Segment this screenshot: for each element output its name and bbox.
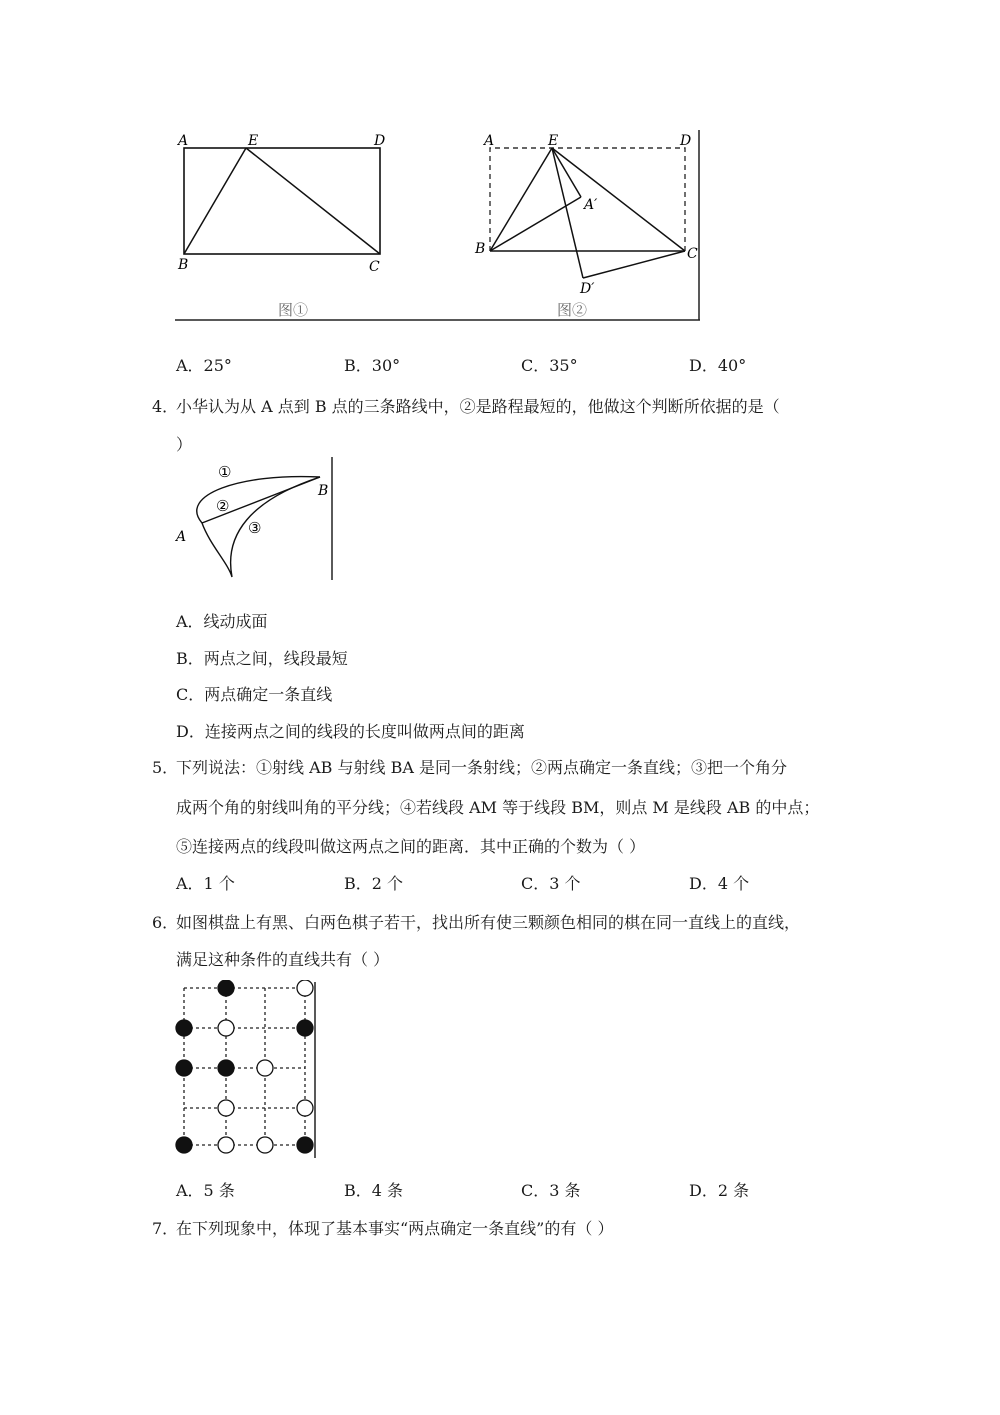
q4-stem-line2: ）: [176, 435, 193, 454]
q5-option-a: A．1 个: [176, 874, 235, 893]
q5-number: 5．: [152, 758, 179, 777]
white-stone: [218, 1020, 234, 1036]
fig2-line-D'C: [583, 251, 685, 278]
q3-option-b: B．30°: [344, 356, 401, 375]
fig2-label-A-prime: A′: [584, 197, 598, 213]
q3-option-c: C．35°: [521, 356, 578, 375]
black-stone: [297, 1020, 313, 1036]
fig1-caption: 图①: [278, 301, 309, 319]
fig2-line-EC: [552, 148, 685, 251]
fig2-label-E: E: [548, 133, 559, 149]
fig1-label-C: C: [369, 259, 380, 275]
q6-number: 6．: [152, 913, 179, 932]
white-stone: [257, 1060, 273, 1076]
white-stone: [257, 1137, 273, 1153]
black-stone: [176, 1137, 192, 1153]
q4-option-b: B．两点之间，线段最短: [176, 649, 348, 668]
q4-option-c: C．两点确定一条直线: [176, 685, 333, 704]
fig2-label-A: A: [484, 133, 495, 149]
q4-stem-line1: 小华认为从 A 点到 B 点的三条路线中，②是路程最短的，他做这个判断所依据的是（: [176, 397, 780, 416]
white-stone: [218, 1100, 234, 1116]
fig2-label-B: B: [475, 241, 486, 257]
fig2-line-EA': [552, 148, 581, 197]
board-grid: [184, 988, 305, 1145]
q4-number: 4．: [152, 397, 179, 416]
fig2-label-C: C: [687, 246, 698, 262]
fig2-label-D: D: [680, 133, 692, 149]
q4-option-a: A．线动成面: [176, 612, 268, 631]
q7-stem-line1: 在下列现象中，体现了基本事实“两点确定一条直线”的有（ ）: [176, 1219, 614, 1238]
q3-option-d: D．40°: [689, 356, 747, 375]
q5-stem-line3: ⑤连接两点的线段叫做这两点之间的距离．其中正确的个数为（ ）: [176, 837, 646, 856]
q6-option-c: C．3 条: [521, 1181, 581, 1200]
q6-stem-line2: 满足这种条件的直线共有（ ）: [176, 950, 390, 969]
route-2-label: ②: [216, 497, 230, 515]
q7-number: 7．: [152, 1219, 179, 1238]
black-stone: [218, 980, 234, 996]
fig2-caption: 图②: [557, 301, 588, 319]
q5-option-c: C．3 个: [521, 874, 581, 893]
q5-option-d: D．4 个: [689, 874, 750, 893]
q5-option-b: B．2 个: [344, 874, 404, 893]
q4-option-d: D．连接两点之间的线段的长度叫做两点间的距离: [176, 722, 525, 741]
q6-chessboard: [172, 980, 322, 1162]
q5-stem-line1: 下列说法：①射线 AB 与射线 BA 是同一条射线；②两点确定一条直线；③把一个角分: [176, 758, 787, 777]
q3-option-a: A．25°: [176, 356, 232, 375]
black-stone: [176, 1060, 192, 1076]
q6-stem-line1: 如图棋盘上有黑、白两色棋子若干，找出所有使三颗颜色相同的棋在同一直线上的直线，: [176, 913, 801, 932]
q6-option-a: A．5 条: [176, 1181, 235, 1200]
fig1-label-B: B: [178, 257, 189, 273]
fig1-label-A: A: [178, 133, 189, 149]
fig1-line-EC: [246, 148, 380, 254]
point-A-label: A: [176, 529, 187, 545]
q5-stem-line2: 成两个角的射线叫角的平分线；④若线段 AM 等于线段 BM，则点 M 是线段 AB 的中点；: [176, 798, 820, 817]
fig1-rectangle: [184, 148, 380, 254]
fig1-label-D: D: [374, 133, 386, 149]
route-3-label: ③: [248, 519, 262, 537]
route-1-label: ①: [218, 463, 232, 481]
q6-option-b: B．4 条: [344, 1181, 404, 1200]
fig1-label-E: E: [248, 133, 259, 149]
fig2-line-A'B: [490, 197, 581, 251]
black-stone: [218, 1060, 234, 1076]
fig2-line-EB: [490, 148, 552, 251]
q4-figure: [170, 455, 340, 585]
white-stone: [297, 980, 313, 996]
white-stone: [218, 1137, 234, 1153]
black-stone: [297, 1137, 313, 1153]
q6-option-d: D．2 条: [689, 1181, 750, 1200]
fig2-label-D-prime: D′: [580, 281, 595, 297]
black-stone: [176, 1020, 192, 1036]
q3-figure: [170, 125, 710, 325]
point-B-label: B: [318, 483, 329, 499]
fig1-line-EB: [184, 148, 246, 254]
white-stone: [297, 1100, 313, 1116]
